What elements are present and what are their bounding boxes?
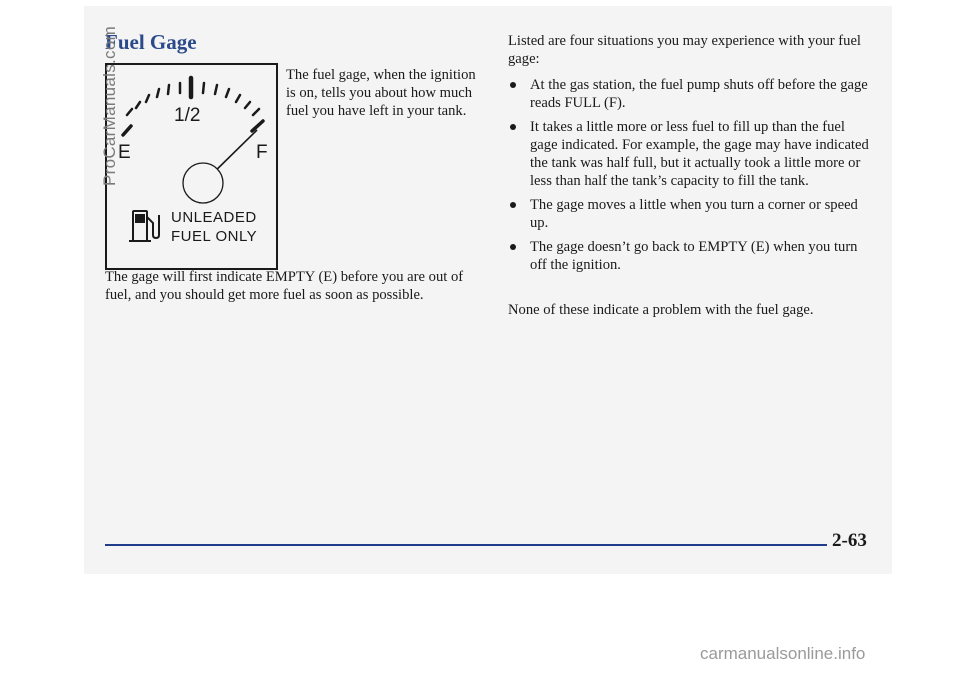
fuel-gauge-illustration <box>105 63 278 270</box>
list-item-text: The gage moves a little when you turn a corner or speed up. <box>530 197 858 231</box>
fuel-pump-icon <box>129 211 159 241</box>
gauge-needle-hub <box>183 163 223 203</box>
bullet-icon <box>510 82 516 88</box>
page-number: 2-63 <box>832 530 867 551</box>
gauge-tick <box>157 89 159 97</box>
list-item <box>508 238 873 274</box>
gauge-tick <box>245 102 250 108</box>
gauge-tick <box>203 83 204 93</box>
gauge-full-letter: F <box>256 142 268 163</box>
gauge-tick <box>168 85 169 94</box>
list-item <box>508 76 873 112</box>
empty-warning-paragraph: The gage will first indicate EMPTY (E) before you are out of fuel, and you should get more fuel as soon as possible. <box>105 269 464 303</box>
gauge-tick <box>226 89 229 97</box>
gauge-fuel-label-line1: UNLEADED <box>171 209 257 226</box>
footer-rule <box>105 544 827 546</box>
gauge-tick <box>136 102 140 108</box>
footer-url[interactable]: carmanualsonline.info <box>700 644 866 663</box>
gauge-empty-letter: E <box>118 142 131 163</box>
list-item <box>508 196 873 232</box>
situations-intro: Listed are four situations you may experience with your fuel gage: <box>508 33 861 67</box>
intro-paragraph: The fuel gage, when the ignition is on, tells you about how much fuel you have left in your tank. <box>286 67 476 119</box>
list-item <box>508 118 873 190</box>
watermark-text: ProCarManuals.com <box>100 25 119 186</box>
bullet-icon <box>510 124 516 130</box>
gauge-tick <box>253 109 259 115</box>
gauge-tick <box>123 126 131 135</box>
gauge-fuel-label-line2: FUEL ONLY <box>171 228 258 245</box>
gauge-tick <box>146 95 149 102</box>
bullet-icon <box>510 244 516 250</box>
gauge-tick <box>252 121 263 131</box>
list-item-text: The gage doesn’t go back to EMPTY (E) when you turn off the ignition. <box>530 239 858 273</box>
list-item-text: At the gas station, the fuel pump shuts off before the gage reads FULL (F). <box>530 77 868 111</box>
gauge-half-label: 1/2 <box>174 105 201 126</box>
gauge-tick <box>127 109 132 115</box>
situations-list <box>508 76 873 274</box>
gauge-tick <box>215 85 217 94</box>
section-title: Fuel Gage <box>105 30 197 54</box>
gauge-tick <box>236 95 240 102</box>
conclusion-paragraph: None of these indicate a problem with the fuel gage. <box>508 302 814 318</box>
list-item-text: It takes a little more or less fuel to fill up than the fuel gage indicated. For example, the gage may have indicated the tank was half full, but it actually took a little more or less than half the tank’s capacity to fill the tank. <box>530 119 869 189</box>
bullet-icon <box>510 202 516 208</box>
